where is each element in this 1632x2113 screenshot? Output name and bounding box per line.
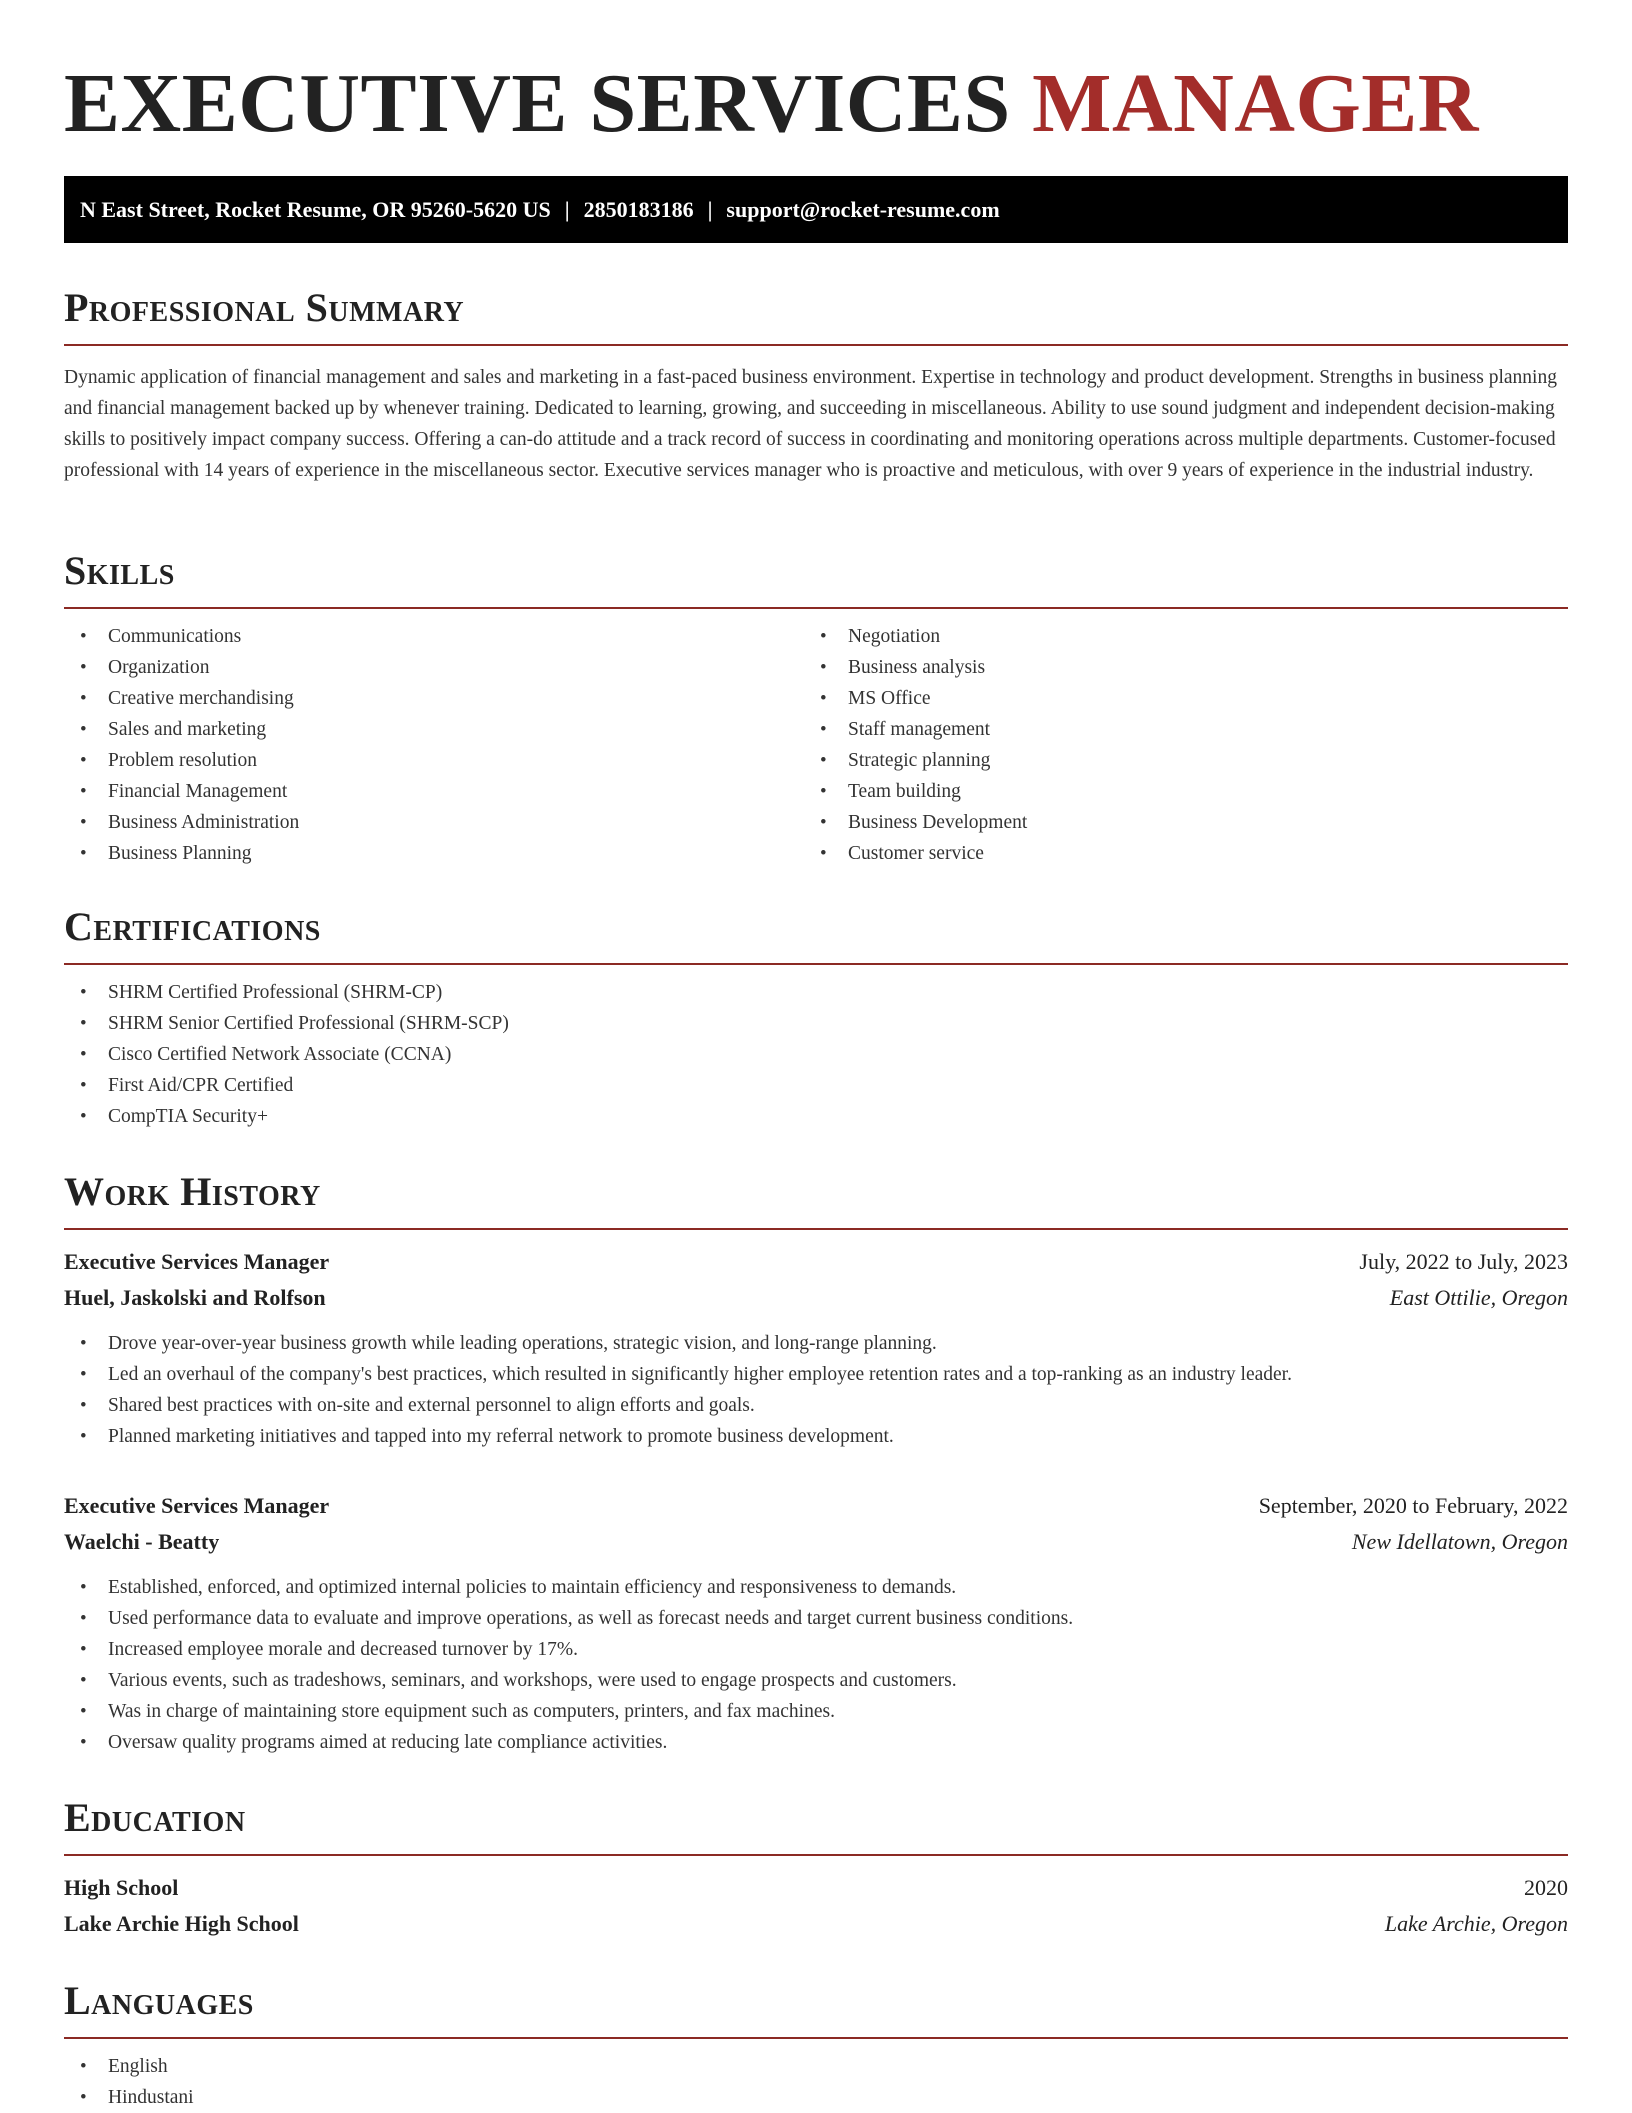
list-item: • First Aid/CPR Certified (64, 1070, 1568, 1101)
list-item: • Problem resolution (64, 745, 804, 776)
list-item: • Hindustani (64, 2082, 1568, 2113)
summary-section (64, 282, 1568, 486)
section-heading: Languages (64, 1978, 254, 2023)
resume-title (64, 0, 1568, 156)
work-history-section (64, 1166, 1568, 1758)
education-entry (64, 1870, 1568, 1942)
certifications-section (64, 901, 1568, 1132)
job-company: Huel, Jaskolski and Rolfson (64, 1285, 326, 1310)
skills-section (64, 545, 1568, 869)
list-item: • Oversaw quality programs aimed at reducing late compliance activities. (64, 1727, 1568, 1758)
education-location: Lake Archie, Oregon (1384, 1911, 1568, 1936)
education-year: 2020 (1524, 1875, 1568, 1900)
list-item: • Financial Management (64, 776, 804, 807)
job-company-row (64, 1524, 1568, 1560)
job-entry (64, 1244, 1568, 1452)
education-degree: High School (64, 1875, 179, 1900)
list-item: • Team building (804, 776, 1544, 807)
contact-separator: | (707, 197, 713, 222)
list-item: • Sales and marketing (64, 714, 804, 745)
list-item: • MS Office (804, 683, 1544, 714)
list-item: • Cisco Certified Network Associate (CCNA) (64, 1039, 1568, 1070)
job-title: Executive Services Manager (64, 1493, 330, 1518)
list-item: • Business Administration (64, 807, 804, 838)
list-item: • Planned marketing initiatives and tapped into my referral network to promote business development. (64, 1421, 1568, 1452)
list-item: • Business Planning (64, 838, 804, 869)
list-item: • Shared best practices with on-site and external personnel to align efforts and goals. (64, 1390, 1568, 1421)
resume-content (64, 0, 1568, 2108)
job-bullets (64, 1572, 1568, 1758)
section-heading: Skills (64, 548, 175, 593)
list-item: • Customer service (804, 838, 1544, 869)
section-heading: Professional Summary (64, 285, 465, 330)
list-item: • SHRM Certified Professional (SHRM-CP) (64, 977, 1568, 1008)
job-header-row (64, 1244, 1568, 1280)
contact-address: N East Street, Rocket Resume, OR 95260-5620 US (80, 197, 551, 222)
job-bullets (64, 1328, 1568, 1452)
section-divider (64, 344, 1568, 346)
list-item: • Business analysis (804, 652, 1544, 683)
languages-section (64, 1975, 1568, 2113)
list-item: • Was in charge of maintaining store equipment such as computers, printers, and fax machines. (64, 1696, 1568, 1727)
section-divider (64, 963, 1568, 965)
job-header-row (64, 1488, 1568, 1524)
job-company-row (64, 1280, 1568, 1316)
list-item: • Creative merchandising (64, 683, 804, 714)
title-accent: MANAGER (1032, 57, 1479, 150)
section-heading: Work History (64, 1169, 321, 1214)
section-heading: Education (64, 1795, 246, 1840)
list-item: • Organization (64, 652, 804, 683)
list-item: • Various events, such as tradeshows, seminars, and workshops, were used to engage prospects and customers. (64, 1665, 1568, 1696)
list-item: • Negotiation (804, 621, 1544, 652)
education-section (64, 1792, 1568, 1942)
job-company: Waelchi - Beatty (64, 1529, 220, 1554)
job-title: Executive Services Manager (64, 1249, 330, 1274)
contact-bar (64, 176, 1568, 243)
education-degree-row (64, 1870, 1568, 1906)
list-item: • Business Development (804, 807, 1544, 838)
contact-separator: | (564, 197, 570, 222)
education-school-row (64, 1906, 1568, 1942)
job-dates: July, 2022 to July, 2023 (1359, 1249, 1568, 1274)
section-divider (64, 1854, 1568, 1856)
section-divider (64, 2037, 1568, 2039)
list-item: • SHRM Senior Certified Professional (SHRM-SCP) (64, 1008, 1568, 1039)
skills-right-list (804, 621, 1544, 869)
title-main: EXECUTIVE SERVICES (64, 57, 1011, 150)
job-dates: September, 2020 to February, 2022 (1258, 1493, 1568, 1518)
skills-columns (64, 609, 1568, 869)
list-item: • CompTIA Security+ (64, 1101, 1568, 1132)
list-item: • Strategic planning (804, 745, 1544, 776)
list-item: • Communications (64, 621, 804, 652)
list-item: • Increased employee morale and decreased turnover by 17%. (64, 1634, 1568, 1665)
certifications-list (64, 977, 1568, 1132)
languages-list (64, 2051, 1568, 2113)
job-entry (64, 1488, 1568, 1758)
summary-text: Dynamic application of financial management and sales and marketing in a fast-paced business environment. Expertise in technology and product development. Strengths in business planning and financial management backed up by whenever training. Dedicated to learning, growing, and succeeding in miscellaneous. Ability to use sound judgment and independent decision-making skills to positively impact company success. Offering a can-do attitude and a track record of success in coordinating and monitoring operations across multiple departments. Customer-focused professional with 14 years of experience in the miscellaneous sector. Executive services manager who is proactive and meticulous, with over 9 years of experience in the industrial industry. (64, 367, 1557, 481)
section-divider (64, 1228, 1568, 1230)
list-item: • Used performance data to evaluate and improve operations, as well as forecast needs and target current business conditions. (64, 1603, 1568, 1634)
list-item: • Drove year-over-year business growth while leading operations, strategic vision, and long-range planning. (64, 1328, 1568, 1359)
job-location: East Ottilie, Oregon (1389, 1285, 1568, 1310)
list-item: • Established, enforced, and optimized internal policies to maintain efficiency and responsiveness to demands. (64, 1572, 1568, 1603)
list-item: • Staff management (804, 714, 1544, 745)
list-item: • Led an overhaul of the company's best practices, which resulted in significantly higher employee retention rates and a top-ranking as an industry leader. (64, 1359, 1568, 1390)
skills-left-list (64, 621, 804, 869)
job-location: New Idellatown, Oregon (1351, 1529, 1568, 1554)
list-item: • English (64, 2051, 1568, 2082)
contact-email[interactable]: support@rocket-resume.com (726, 197, 1000, 222)
section-heading: Certifications (64, 904, 321, 949)
contact-phone: 2850183186 (583, 197, 694, 222)
education-school: Lake Archie High School (64, 1911, 299, 1936)
